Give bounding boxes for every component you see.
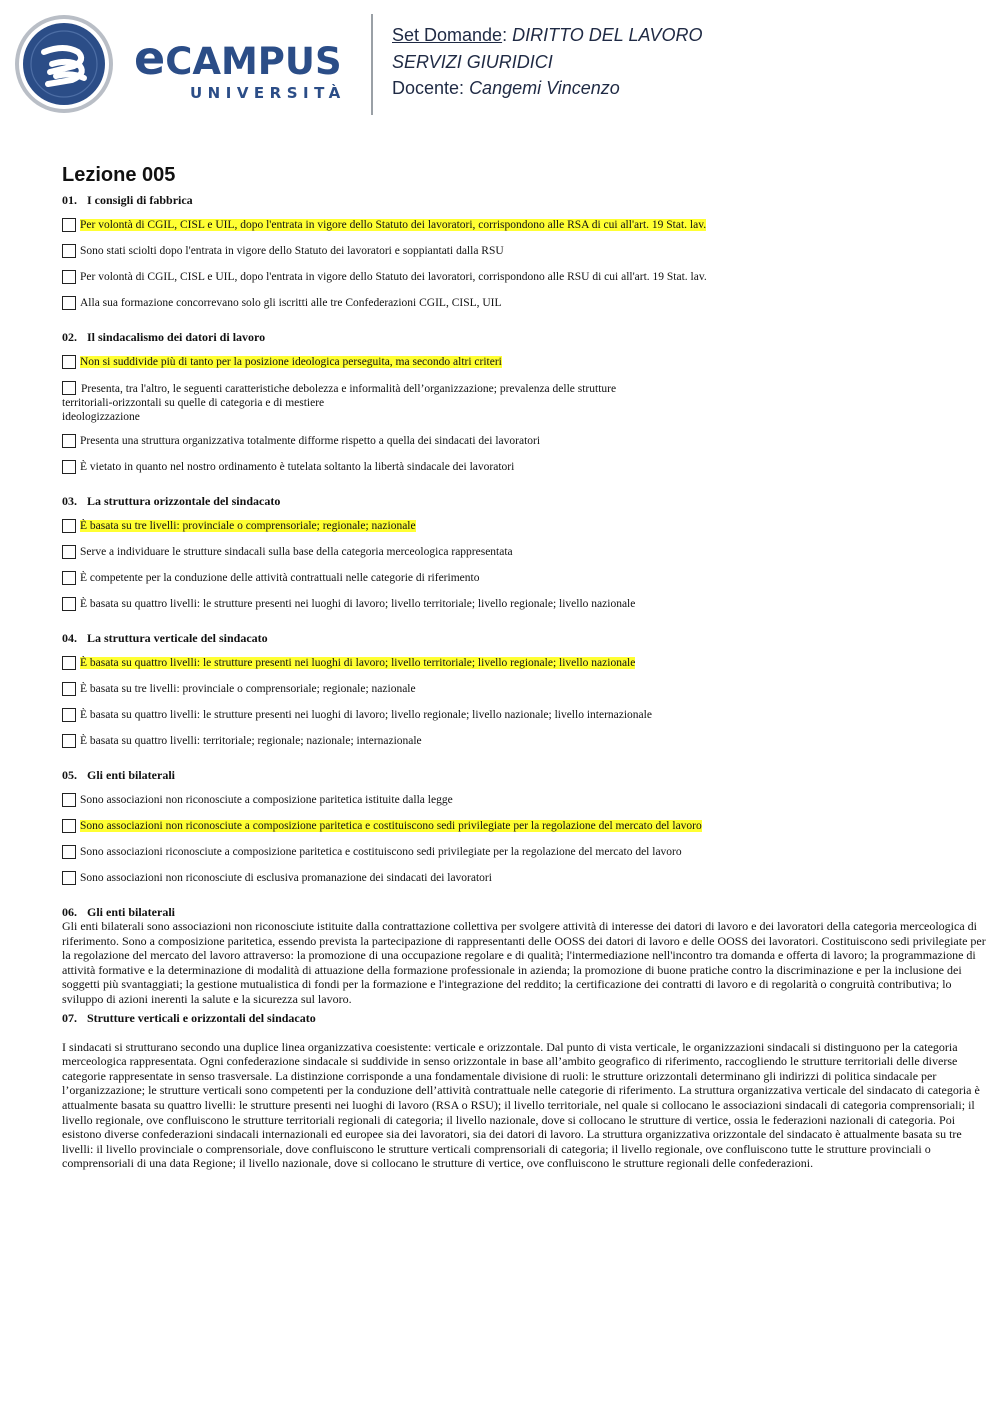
question-title xyxy=(62,494,992,508)
question-title xyxy=(62,768,992,782)
answer-option xyxy=(62,845,992,861)
answer-text: Presenta una struttura organizzativa totalmente difforme rispetto a quella dei sindacati dei lavoratori xyxy=(80,435,541,447)
answer-text: Presenta, tra l'altro, le seguenti caratteristiche debolezza e informalità dell’organizzazione; prevalenza delle strutture xyxy=(81,383,617,395)
answer-text: Sono associazioni non riconosciute di esclusiva promanazione dei sindacati dei lavoratori xyxy=(80,872,492,884)
answer-option xyxy=(62,434,992,450)
question-text: Gli enti bilaterali xyxy=(87,905,175,919)
answer-checkbox[interactable] xyxy=(62,656,76,670)
question-block xyxy=(62,494,992,613)
question-text: La struttura orizzontale del sindacato xyxy=(87,494,281,508)
lesson-title: Lezione 005 xyxy=(62,164,176,186)
answer-text: Sono associazioni non riconosciute a composizione paritetica istituite dalla legge xyxy=(80,794,453,806)
question-text: Strutture verticali e orizzontali del sindacato xyxy=(87,1010,316,1025)
answer-checkbox[interactable] xyxy=(62,708,76,722)
answer-checkbox[interactable] xyxy=(62,434,76,448)
logo-subtext: UNIVERSITÀ xyxy=(190,84,346,102)
answer-option xyxy=(62,871,992,887)
answer-checkbox[interactable] xyxy=(62,734,76,748)
course-name: DIRITTO DEL LAVORO xyxy=(512,25,703,45)
answer-text-correct: È basata su quattro livelli: le strutture presenti nei luoghi di lavoro; livello territoriale; livello regionale; livello nazionale xyxy=(80,657,636,669)
answer-option xyxy=(62,244,992,260)
header-info xyxy=(392,22,703,102)
answer-option xyxy=(62,819,992,835)
question-text: Gli enti bilaterali xyxy=(87,768,175,782)
question-number: 07. xyxy=(62,1010,77,1025)
question-title xyxy=(62,1011,992,1025)
open-question-block xyxy=(62,905,992,1007)
question-number: 06. xyxy=(62,905,77,919)
set-colon: : xyxy=(502,25,508,45)
answer-option xyxy=(62,793,992,809)
answer-checkbox[interactable] xyxy=(62,819,76,833)
answer-option xyxy=(62,571,992,587)
answer-checkbox[interactable] xyxy=(62,519,76,533)
answer-text: Serve a individuare le strutture sindacali sulla base della categoria merceologica rappresentata xyxy=(80,546,513,558)
answer-option xyxy=(62,682,992,698)
teacher-line xyxy=(392,75,703,102)
question-title xyxy=(62,330,992,344)
answer-option xyxy=(62,218,992,234)
question-text: Il sindacalismo dei datori di lavoro xyxy=(87,330,266,344)
answer-text: È basata su quattro livelli: le strutture presenti nei luoghi di lavoro; livello territoriale; livello regionale; livello nazionale xyxy=(80,598,636,610)
answer-text: Per volontà di CGIL, CISL e UIL, dopo l'entrata in vigore dello Statuto dei lavoratori, corrispondono alle RSU di cui all'art. 19 Stat. lav. xyxy=(80,271,707,283)
answer-checkbox[interactable] xyxy=(62,270,76,284)
teacher-label: Docente: xyxy=(392,78,465,98)
answer-checkbox[interactable] xyxy=(62,218,76,232)
answer-text: Alla sua formazione concorrevano solo gli iscritti alle tre Confederazioni CGIL, CISL, UIL xyxy=(80,297,502,309)
answer-option xyxy=(62,296,992,312)
answer-checkbox[interactable] xyxy=(62,381,76,395)
answer-checkbox[interactable] xyxy=(62,244,76,258)
set-label: Set Domande xyxy=(392,25,503,45)
answer-text: Sono associazioni riconosciute a composizione paritetica e costituiscono sedi privilegiate per la regolazione del mercato del lavoro xyxy=(80,846,682,858)
question-title xyxy=(62,905,992,919)
question-number: 03. xyxy=(62,494,77,508)
answer-option xyxy=(62,460,992,476)
answer-checkbox[interactable] xyxy=(62,571,76,585)
lesson-content xyxy=(62,163,992,1171)
ecampus-wordmark xyxy=(134,31,359,108)
answer-option xyxy=(62,597,992,613)
question-number: 02. xyxy=(62,330,77,344)
ecampus-emblem-logo xyxy=(14,14,114,114)
answer-checkbox[interactable] xyxy=(62,355,76,369)
question-number: 01. xyxy=(62,193,77,207)
answer-options xyxy=(62,218,992,312)
answer-checkbox[interactable] xyxy=(62,597,76,611)
question-title xyxy=(62,631,992,645)
teacher-name: Cangemi Vincenzo xyxy=(469,78,620,98)
department-name: SERVIZI GIURIDICI xyxy=(392,51,553,72)
answer-checkbox[interactable] xyxy=(62,682,76,696)
header-divider xyxy=(371,14,373,115)
answer-option xyxy=(62,270,992,286)
question-block xyxy=(62,193,992,312)
answer-text: È basata su quattro livelli: le strutture presenti nei luoghi di lavoro; livello regionale; livello nazionale; livello internazionale xyxy=(80,709,652,721)
question-block xyxy=(62,330,992,476)
answer-text-continued: territoriali-orizzontali su quelle di categoria e di mestiere xyxy=(62,397,325,409)
answer-text-correct: Per volontà di CGIL, CISL e UIL, dopo l'entrata in vigore dello Statuto dei lavoratori, corrispondono alle RSA di cui all'art. 19 Stat. lav. xyxy=(80,219,707,231)
answer-text-correct: Sono associazioni non riconosciute a composizione paritetica e costituiscono sedi privilegiate per la regolazione del mercato del lavoro xyxy=(80,820,702,832)
answer-text: È competente per la conduzione delle attività contrattuali nelle categorie di riferimento xyxy=(80,572,480,584)
answer-paragraph: I sindacati si strutturano secondo una duplice linea organizzativa coesistente: verticale e orizzontale. Dal punto di vista verticale, le organizzazioni sindacali si distinguono per la categoria merceologica rappresentata. Ogni confederazione sindacale si suddivide in senso orizzontale in base all’ambito geografico di riferimento, raccogliendo le strutture territoriali delle diverse categorie rappresentate in senso trasversale. La distinzione corrisponde a una fondamentale divisione di ruoli: le strutture orizzontali determinano gli indirizzi di politica sindacale per l’organizzazione; le strutture verticali sono competenti per la conduzione dell’attività contrattuale nelle categorie di riferimento. La struttura organizzativa verticale del sindacato di categoria è attualmente basata su quattro livelli: le strutture presenti nei luoghi di lavoro (RSA o RSU); il livello territoriale, nel quale si collocano le associazioni sindacali di categoria comprensoriali; il livello regionale, ove confluiscono le strutture territoriali regionali di categoria; il livello nazionale, dove si collocano le strutture di vertice, ossia le federazioni nazionali di categoria. Poi esistono diverse confederazioni sindacali internazionali ed europee sia dei lavoratori, sia dei datori di lavoro. La struttura organizzativa orizzontale del sindacato è attualmente basata su tre livelli: il livello provinciale o comprensoriale, dove confluiscono le strutture verticali comprensoriali di categoria; il livello regionale, ove confluiscono tutte le strutture provinciali o comprensoriali di una data Regione; il livello nazionale, dove si collocano le strutture di vertice, ove confluiscono le strutture regionali delle confederazioni. xyxy=(62,1039,980,1171)
question-number: 05. xyxy=(62,768,77,782)
answer-text-correct: È basata su tre livelli: provinciale o comprensoriale; regionale; nazionale xyxy=(80,520,416,532)
answer-checkbox[interactable] xyxy=(62,545,76,559)
answer-text-continued: ideologizzazione xyxy=(62,411,140,423)
answer-options xyxy=(62,355,992,476)
answer-option xyxy=(62,355,992,371)
logo-text: eCAMPUS xyxy=(134,31,342,85)
question-text: I consigli di fabbrica xyxy=(87,193,193,207)
answer-checkbox[interactable] xyxy=(62,871,76,885)
answer-option xyxy=(62,381,992,424)
set-line xyxy=(392,22,703,49)
answer-text: Sono stati sciolti dopo l'entrata in vigore dello Statuto dei lavoratori e soppiantati dalla RSU xyxy=(80,245,504,257)
question-block xyxy=(62,631,992,750)
question-block xyxy=(62,768,992,887)
answer-text: È basata su quattro livelli: territoriale; regionale; nazionale; internazionale xyxy=(80,735,422,747)
question-text: La struttura verticale del sindacato xyxy=(87,631,268,645)
answer-option xyxy=(62,545,992,561)
answer-option xyxy=(62,656,992,672)
answer-checkbox[interactable] xyxy=(62,460,76,474)
answer-text: È vietato in quanto nel nostro ordinamento è tutelata soltanto la libertà sindacale dei lavoratori xyxy=(80,461,515,473)
answer-option xyxy=(62,519,992,535)
answer-option xyxy=(62,734,992,750)
answer-options xyxy=(62,656,992,750)
answer-checkbox[interactable] xyxy=(62,793,76,807)
answer-paragraph: Gli enti bilaterali sono associazioni non riconosciute istituite dalla contrattazione collettiva per svolgere attività di interesse dei datori di lavoro e dei lavoratori della categoria merceologica di riferimento. Sono a composizione paritetica, essendo prevista la partecipazione di rappresentanti delle OOSS dei datori di lavoro e delle OOSS dei lavoratori. Costituiscono sedi privilegiate per la regolazione del mercato del lavoro attraverso: la promozione di una occupazione regolare e di qualità; l'intermediazione nell'incontro tra domanda e offerta di lavoro; la programmazione di attività formative e la determinazione di modalità di attuazione della formazione professionale in azienda; la promozione di buone pratiche contro la discriminazione e per la inclusione dei soggetti più svantaggiati; la gestione mutualistica di fondi per la formazione e l'integrazione del reddito; la certificazione dei contratti di lavoro e di regolarità o congruità contributiva; lo sviluppo di azioni inerenti la salute e la sicurezza sul lavoro. xyxy=(62,919,986,1006)
answer-checkbox[interactable] xyxy=(62,296,76,310)
answer-option xyxy=(62,708,992,724)
question-number: 04. xyxy=(62,631,77,645)
question-title xyxy=(62,193,992,207)
answer-text: È basata su tre livelli: provinciale o comprensoriale; regionale; nazionale xyxy=(80,683,416,695)
answer-text-correct: Non si suddivide più di tanto per la posizione ideologica perseguita, ma secondo altri criteri xyxy=(80,356,502,368)
answer-options xyxy=(62,793,992,887)
open-question-block xyxy=(62,1011,992,1171)
answer-options xyxy=(62,519,992,613)
answer-checkbox[interactable] xyxy=(62,845,76,859)
